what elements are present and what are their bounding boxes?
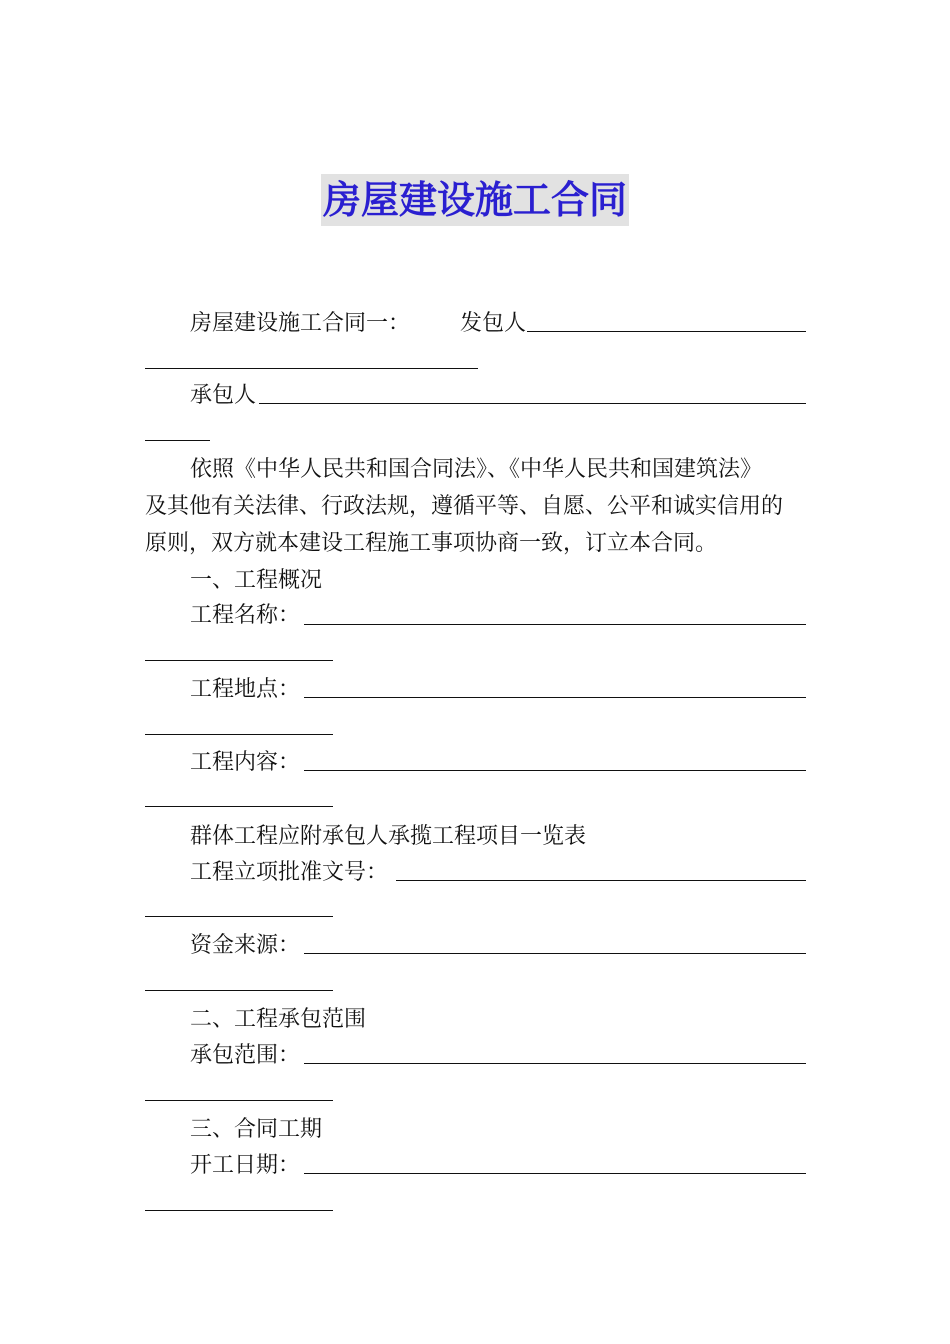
party-b-blank-line-continued: [145, 440, 210, 441]
preamble-line: 及其他有关法律、行政法规，遵循平等、自愿、公平和诚实信用的: [145, 494, 784, 519]
funding-source-blank-line-continued: [145, 990, 333, 991]
preamble-line: 依照《中华人民共和国合同法》、《中华人民共和国建筑法》: [190, 457, 763, 482]
party-b-blank-line: [259, 403, 806, 404]
scope-blank-line: [304, 1063, 806, 1064]
group-project-note: 群体工程应附承包人承揽工程项目一览表: [190, 824, 587, 849]
title-wrap: [0, 174, 950, 226]
party-a-blank-line-continued: [145, 368, 478, 369]
start-date-label: 开工日期：: [190, 1153, 301, 1178]
approval-number-label: 工程立项批准文号：: [190, 860, 389, 885]
funding-source-blank-line: [304, 953, 806, 954]
project-name-blank-line: [304, 624, 806, 625]
project-content-blank-line: [304, 770, 806, 771]
section-heading: 二、工程承包范围: [190, 1007, 367, 1032]
party-a-label: 发包人: [460, 311, 527, 336]
party-a-blank-line: [527, 331, 806, 332]
scope-blank-line-continued: [145, 1100, 333, 1101]
start-date-blank-line-continued: [145, 1210, 333, 1211]
section-heading: 三、合同工期: [190, 1117, 323, 1142]
project-content-blank-line-continued: [145, 806, 333, 807]
contract-subtitle: 房屋建设施工合同一：: [190, 311, 411, 336]
scope-label: 承包范围：: [190, 1043, 301, 1068]
document-title: 房屋建设施工合同: [321, 174, 629, 226]
section-heading: 一、工程概况: [190, 568, 323, 593]
start-date-blank-line: [304, 1173, 806, 1174]
project-location-label: 工程地点：: [190, 677, 301, 702]
project-content-label: 工程内容：: [190, 750, 301, 775]
approval-number-blank-line-continued: [145, 916, 333, 917]
project-name-blank-line-continued: [145, 660, 333, 661]
preamble-line: 原则，双方就本建设工程施工事项协商一致，订立本合同。: [145, 531, 718, 556]
project-location-blank-line-continued: [145, 734, 333, 735]
funding-source-label: 资金来源：: [190, 933, 301, 958]
project-location-blank-line: [304, 697, 806, 698]
approval-number-blank-line: [396, 880, 806, 881]
party-b-label: 承包人: [190, 383, 257, 408]
project-name-label: 工程名称：: [190, 603, 301, 628]
